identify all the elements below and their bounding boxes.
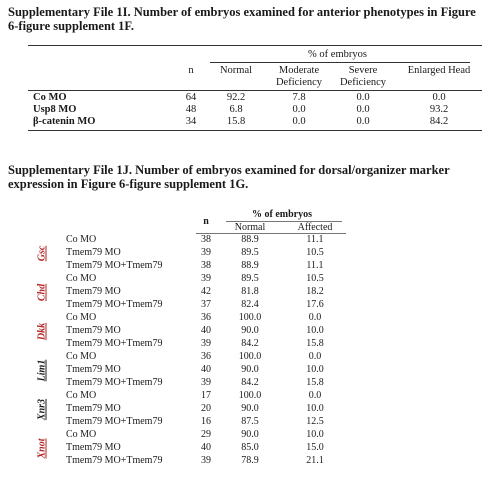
table2-cell-normal: 100.0: [238, 312, 262, 323]
table2-row-label: Tmem79 MO: [66, 325, 121, 336]
table2-marker-label: [37, 394, 48, 424]
table2-row-label: Tmem79 MO: [66, 442, 121, 453]
table2-cell-normal: 84.2: [241, 338, 259, 349]
table2-marker-label: [37, 433, 48, 463]
table2-cell-normal: 100.0: [238, 351, 262, 362]
table2-cell-affected: 15.8: [306, 338, 324, 349]
table2-row-label: Tmem79 MO+Tmem79: [66, 377, 163, 388]
table2-cell-normal: 90.0: [241, 429, 259, 440]
table1-bottom-rule: [28, 130, 482, 131]
table2-marker-text: Xnot: [36, 438, 48, 459]
table2-cell-affected: 21.1: [306, 455, 324, 466]
table2-cell-affected: 11.1: [306, 260, 324, 271]
table2-row-label: Co MO: [66, 351, 97, 362]
table2-row-label: Tmem79 MO+Tmem79: [66, 455, 163, 466]
table2-cell-affected: 10.5: [306, 247, 324, 258]
table2-row-label: Tmem79 MO+Tmem79: [66, 299, 163, 310]
table2-col-normal: Normal: [234, 222, 266, 233]
table2-cell-n: 36: [201, 312, 211, 323]
table2-cell-normal: 81.8: [241, 286, 259, 297]
table1-col-moderate: Moderate Deficiency: [275, 65, 323, 88]
table2-cell-n: 38: [201, 260, 211, 271]
table1-row-label: Usp8 MO: [33, 104, 77, 115]
table2-cell-affected: 11.1: [306, 234, 324, 245]
table2-cell-normal: 89.5: [241, 247, 259, 258]
table2-row-label: Tmem79 MO: [66, 403, 121, 414]
table2-marker-label: [37, 355, 48, 385]
table2-cell-n: 29: [201, 429, 211, 440]
table2-row-label: Tmem79 MO+Tmem79: [66, 416, 163, 427]
table2-row-label: Tmem79 MO+Tmem79: [66, 338, 163, 349]
table1-col-normal: Normal: [219, 65, 253, 76]
table1-cell: 7.8: [292, 92, 306, 103]
table2-col-affected: Affected: [297, 222, 333, 233]
table2-cell-normal: 90.0: [241, 403, 259, 414]
table2-cell-n: 17: [201, 390, 211, 401]
table2-cell-n: 38: [201, 234, 211, 245]
table2-group-header: % of embryos: [252, 209, 312, 220]
table2-cell-n: 39: [201, 338, 211, 349]
table2-cell-affected: 0.0: [308, 390, 322, 401]
table2-cell-normal: 84.2: [241, 377, 259, 388]
table1-cell: 0.0: [432, 92, 446, 103]
table2-title: Supplementary File 1J. Number of embryos examined for dorsal/organizer marker expression in Figure 6-figure supplement 1G.: [8, 163, 450, 191]
table1-cell: 6.8: [229, 104, 243, 115]
table2-marker-text: Dkk: [36, 322, 48, 340]
table1-header-rule: [28, 90, 482, 91]
table2-marker-text: Lim1: [36, 359, 48, 381]
table2-cell-normal: 89.5: [241, 273, 259, 284]
table2-cell-normal: 88.9: [241, 234, 259, 245]
table1-cell: 15.8: [226, 116, 246, 127]
table2-cell-affected: 18.2: [306, 286, 324, 297]
table1-cell-n: 64: [185, 92, 197, 103]
table2-cell-normal: 85.0: [241, 442, 259, 453]
table1-group-header: % of embryos: [308, 49, 367, 60]
table2-cell-normal: 87.5: [241, 416, 259, 427]
table2-cell-n: 42: [201, 286, 211, 297]
table2-cell-n: 39: [201, 247, 211, 258]
table2-cell-n: 39: [201, 455, 211, 466]
table2-col-n: n: [203, 216, 209, 227]
table1-cell-n: 34: [185, 116, 197, 127]
table2-row-label: Tmem79 MO+Tmem79: [66, 260, 163, 271]
table1-col-severe: Severe Deficiency: [339, 65, 387, 88]
table2-cell-affected: 17.6: [306, 299, 324, 310]
table2-cell-affected: 10.0: [306, 325, 324, 336]
table2-cell-normal: 78.9: [241, 455, 259, 466]
table2-cell-normal: 90.0: [241, 325, 259, 336]
table2-cell-affected: 15.8: [306, 377, 324, 388]
table1-row-label: β-catenin MO: [33, 116, 96, 127]
table1-row-label: Co MO: [33, 92, 67, 103]
table1-cell: 0.0: [356, 116, 370, 127]
table2-cell-affected: 10.0: [306, 364, 324, 375]
table2-cell-n: 36: [201, 351, 211, 362]
table1-cell: 92.2: [226, 92, 246, 103]
table2-marker-text: Xnr3: [36, 398, 48, 420]
table1-cell: 0.0: [356, 92, 370, 103]
table2-cell-normal: 100.0: [238, 390, 262, 401]
table1-cell: 93.2: [429, 104, 449, 115]
table1-cell: 0.0: [356, 104, 370, 115]
table2-cell-n: 20: [201, 403, 211, 414]
table1-title: Supplementary File 1I. Number of embryos examined for anterior phenotypes in Figure 6-figure supplement 1F.: [8, 5, 476, 33]
table2-cell-affected: 0.0: [308, 312, 322, 323]
table2-row-label: Co MO: [66, 234, 97, 245]
table1-cell: 84.2: [429, 116, 449, 127]
table2-cell-normal: 88.9: [241, 260, 259, 271]
table1-group-rule: [210, 62, 470, 63]
table2-row-label: Tmem79 MO: [66, 286, 121, 297]
table2-row-label: Co MO: [66, 312, 97, 323]
table2-cell-affected: 12.5: [306, 416, 324, 427]
table2-marker-text: Gsc: [36, 245, 48, 261]
table2-cell-n: 40: [201, 442, 211, 453]
table2-row-label: Tmem79 MO: [66, 364, 121, 375]
table2-cell-normal: 82.4: [241, 299, 259, 310]
table2-cell-n: 40: [201, 364, 211, 375]
table2-cell-n: 16: [201, 416, 211, 427]
table2-row-label: Co MO: [66, 390, 97, 401]
table1-top-rule: [28, 45, 482, 46]
table1-cell: 0.0: [292, 104, 306, 115]
table1-cell: 0.0: [292, 116, 306, 127]
table2-cell-n: 39: [201, 377, 211, 388]
table1-cell-n: 48: [185, 104, 197, 115]
table2-marker-label: [37, 316, 48, 346]
table2-cell-affected: 15.0: [306, 442, 324, 453]
table1-col-n: n: [188, 65, 194, 76]
table2-marker-label: [37, 277, 48, 307]
table2-cell-n: 40: [201, 325, 211, 336]
table2-row-label: Co MO: [66, 273, 97, 284]
table2-cell-normal: 90.0: [241, 364, 259, 375]
table2-cell-n: 37: [201, 299, 211, 310]
table2-cell-affected: 10.0: [306, 403, 324, 414]
table2-marker-label: [37, 238, 48, 268]
table2-row-label: Tmem79 MO: [66, 247, 121, 258]
table2-cell-affected: 10.0: [306, 429, 324, 440]
table2-row-label: Co MO: [66, 429, 97, 440]
table2-cell-n: 39: [201, 273, 211, 284]
table2-marker-text: Chd: [36, 283, 48, 301]
table2-cell-affected: 10.5: [306, 273, 324, 284]
table1-col-enlarged: Enlarged Head: [407, 65, 471, 76]
table2-cell-affected: 0.0: [308, 351, 322, 362]
